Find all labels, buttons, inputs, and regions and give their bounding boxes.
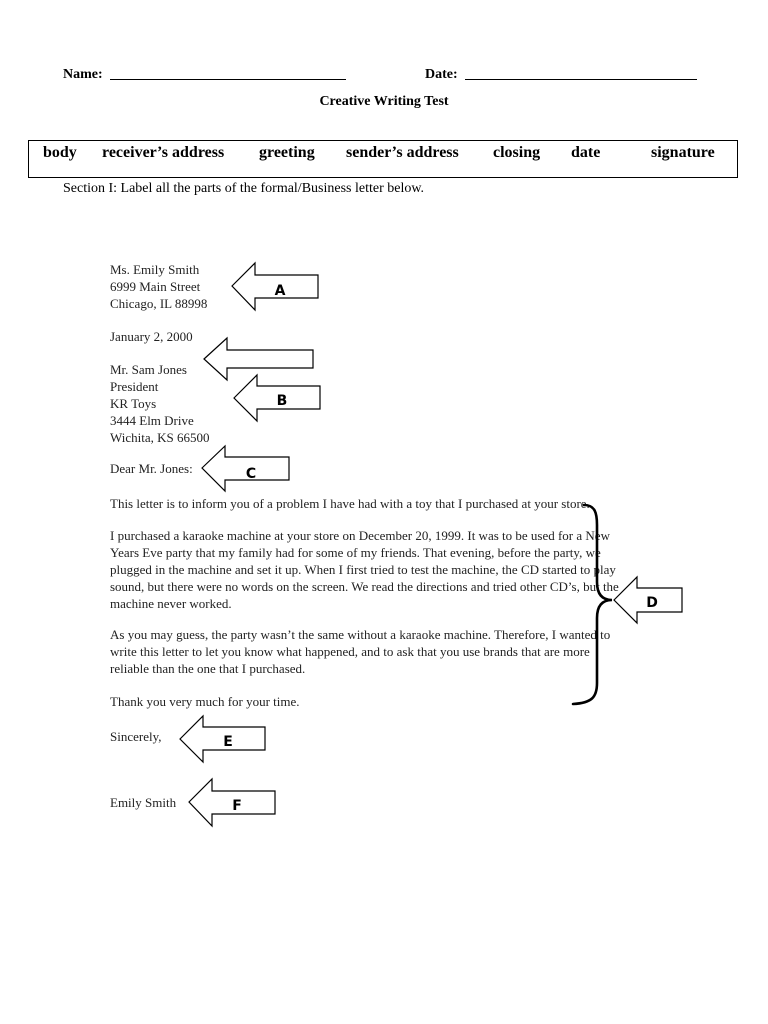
section-instructions: Section I: Label all the parts of the formal/Business letter below.	[63, 181, 425, 196]
letter-greeting: Dear Mr. Jones:	[110, 461, 193, 476]
word-bank-item-closing: closing	[493, 144, 541, 161]
arrow-label-f: F	[232, 798, 242, 814]
receiver-line: KR Toys	[110, 396, 157, 411]
receiver-line: Mr. Sam Jones	[110, 362, 187, 377]
word-bank-item-greeting: greeting	[259, 144, 315, 161]
arrow-label-b: B	[276, 393, 288, 409]
word-bank-item-signature: signature	[651, 144, 715, 161]
arrow-label-a: A	[274, 283, 286, 299]
receiver-line: Wichita, KS 66500	[110, 430, 210, 445]
word-bank-item-senders-address: sender’s address	[346, 144, 459, 161]
letter-signature: Emily Smith	[110, 795, 177, 810]
body-bracket-icon	[573, 505, 612, 704]
sender-line: Chicago, IL 88998	[110, 296, 208, 311]
word-bank-item-date: date	[571, 144, 601, 161]
letter-date: January 2, 2000	[110, 329, 193, 344]
page-title: Creative Writing Test	[319, 94, 449, 109]
body-paragraph: Thank you very much for your time.	[110, 694, 300, 709]
arrow-label-d: D	[646, 595, 658, 611]
receiver-line: President	[110, 379, 159, 394]
word-bank-item-receivers-address: receiver’s address	[102, 144, 225, 161]
arrow-label-c: C	[245, 466, 257, 482]
sender-line: 6999 Main Street	[110, 279, 201, 294]
date-label: Date:	[425, 67, 458, 82]
letter-closing: Sincerely,	[110, 729, 162, 744]
word-bank-item-body: body	[43, 144, 77, 161]
sender-line: Ms. Emily Smith	[110, 262, 200, 277]
name-label: Name:	[63, 67, 103, 82]
receiver-line: 3444 Elm Drive	[110, 413, 194, 428]
body-paragraph: This letter is to inform you of a problem I have had with a toy that I purchased at your store.	[110, 496, 590, 511]
arrow-label-e: E	[223, 734, 233, 750]
body-paragraph: As you may guess, the party wasn’t the same without a karaoke machine. Therefore, I wanted to write this letter to let you know what happened, and to ask that you use brands that are more reliable than the one that I purchased.	[110, 627, 611, 676]
body-paragraph: I purchased a karaoke machine at your store on December 20, 1999. It was to be used for a New Years Eve party that my family had for some of my friends. That evening, before the party, we plugged in the machine and set it up. When I first tried to test the machine, the CD started to play sound, but there were no words on the screen. We read the directions and tried other CD’s, but the machine never worked.	[110, 528, 619, 611]
arrow-date-icon	[204, 338, 313, 380]
